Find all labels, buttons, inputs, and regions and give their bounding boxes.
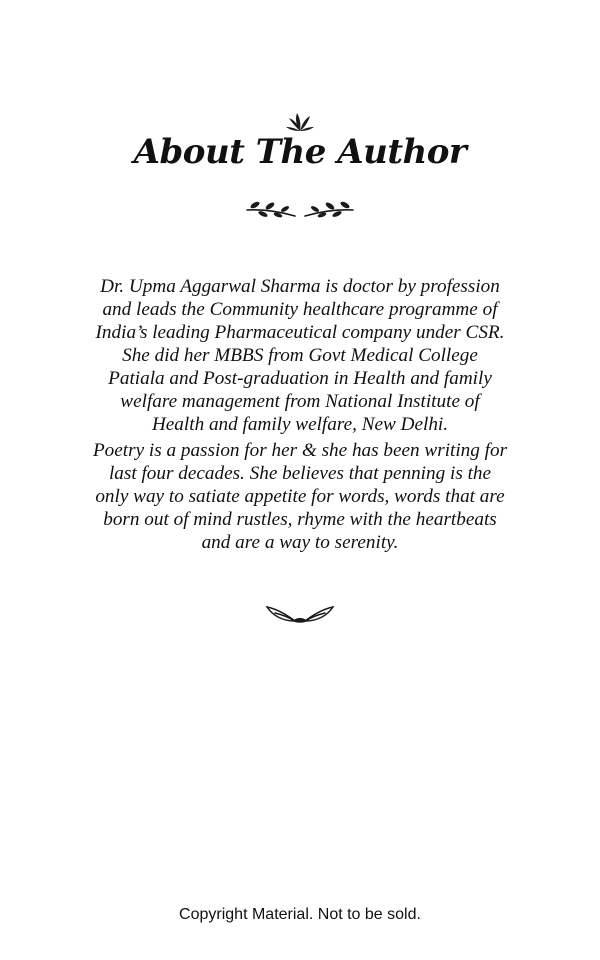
- laurel-divider-icon: [0, 196, 600, 222]
- bio-paragraph-2: Poetry is a passion for her & she has been writing for last four decades. She believes that penning is the only way to satiate appetite for words, words that are born out of mind rustles, rhyme with the heartbeats and are a way to serenity.: [92, 440, 508, 553]
- floral-sprig-icon: [0, 110, 600, 132]
- author-bio: [92, 275, 508, 554]
- leaf-swirl-icon: [0, 601, 600, 625]
- page-title: About The Author: [133, 132, 467, 172]
- bio-paragraph-1: Dr. Upma Aggarwal Sharma is doctor by profession and leads the Community healthcare programme of India’s leading Pharmaceutical company under CSR. She did her MBBS from Govt Medical College Patiala and Post-graduation in Health and family welfare management from National Institute of Health and family welfare, New Delhi.: [95, 276, 505, 435]
- copyright-notice: Copyright Material. Not to be sold.: [179, 906, 421, 923]
